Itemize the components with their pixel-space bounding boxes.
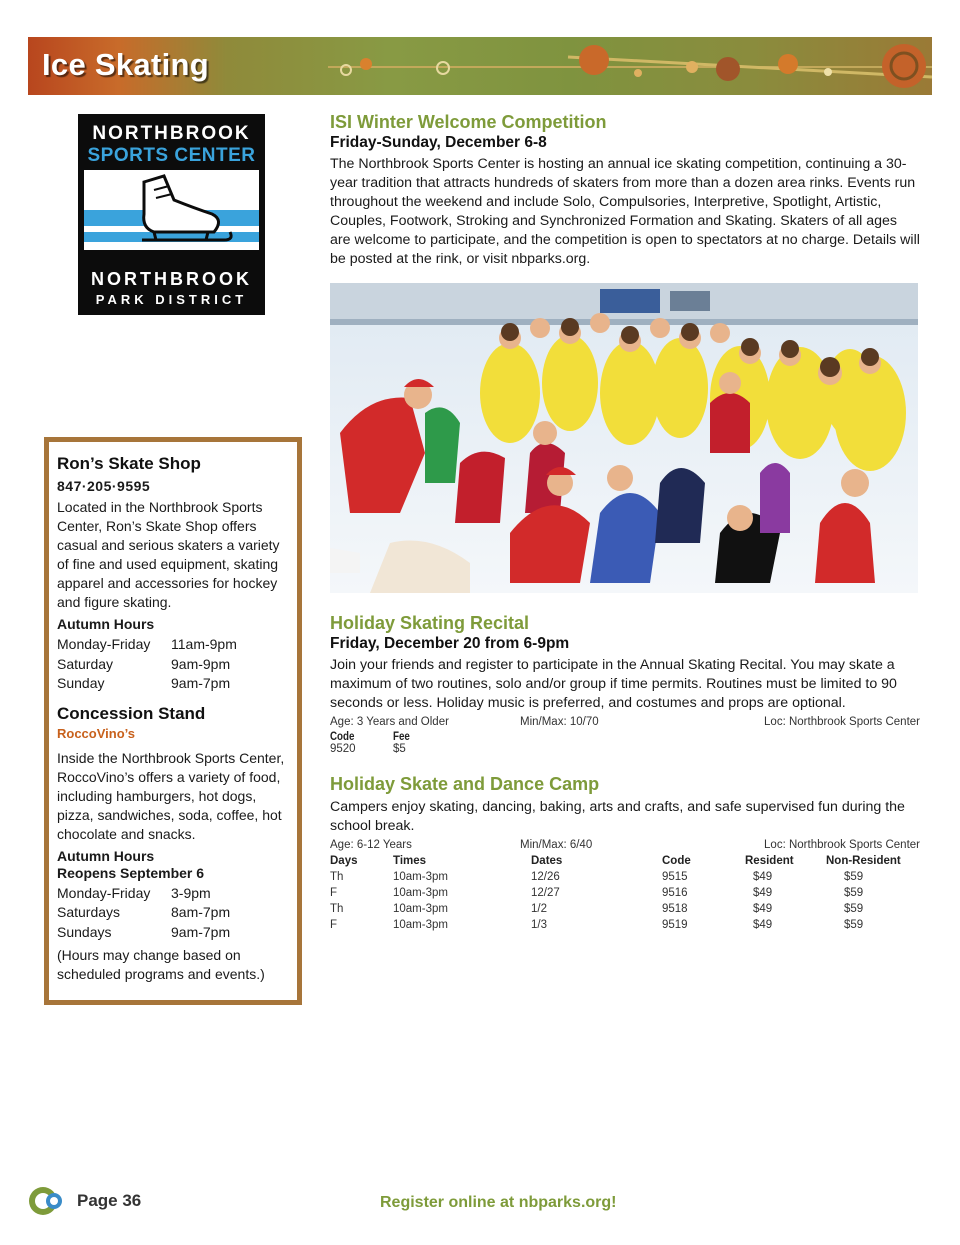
cell-non-resident: $59: [844, 871, 864, 883]
hours-day: Sundays: [57, 923, 112, 940]
cell-time: 10am-3pm: [393, 919, 448, 931]
skate-shop-description: Located in the Northbrook Sports Center, Ron’s Skate Shop offers casual and serious skaters a variety of fine and used equipment, skating apparel and accessories for hockey and figure skating.: [57, 499, 280, 610]
skate-shop-hours: [57, 635, 289, 694]
recital-title: Holiday Skating Recital: [330, 613, 530, 633]
page-tab-icon: [28, 1186, 64, 1216]
hours-day: Saturday: [57, 655, 114, 672]
recital-age: Age: 3 Years and Older: [330, 716, 449, 728]
concession-brand: RoccoVino’s: [57, 725, 136, 741]
hours-time: 9am-7pm: [171, 675, 231, 691]
cell-resident: $49: [753, 919, 773, 931]
cell-code: 9515: [662, 871, 688, 883]
cell-date: 1/3: [531, 919, 547, 931]
recital-code-label: Code: [330, 731, 355, 743]
logo-text-park-district: PARK DISTRICT: [95, 292, 248, 307]
cell-time: 10am-3pm: [393, 903, 448, 915]
skate-icon: [84, 170, 259, 264]
camp-location: Loc: Northbrook Sports Center: [764, 839, 920, 851]
hours-day: Sunday: [57, 675, 105, 691]
hours-row: [57, 655, 289, 675]
cell-non-resident: $59: [844, 919, 864, 931]
camp-minmax: Min/Max: 6/40: [520, 839, 593, 851]
hours-row: [57, 635, 289, 655]
page-number: Page 36: [77, 1191, 142, 1210]
camp-title: Holiday Skate and Dance Camp: [330, 774, 600, 794]
cell-time: 10am-3pm: [393, 871, 448, 883]
recital-date: Friday, December 20 from 6-9pm: [330, 635, 570, 652]
section-banner: [28, 37, 932, 95]
hours-time: 9am-9pm: [171, 655, 231, 672]
concession-description: Inside the Northbrook Sports Center, RoccoVino’s offers a variety of food, including hamburgers, hot dogs, pizza, sandwiches, soda, coffee, hot chocolate and snacks.: [57, 749, 285, 842]
camp-description: Campers enjoy skating, dancing, baking, arts and crafts, and safe supervised fun during the school break.: [330, 799, 905, 834]
logo-text-northbrook-2: NORTHBROOK: [91, 269, 252, 289]
logo-text-sports-center: SPORTS CENTER: [87, 145, 256, 166]
skate-shop-phone: 847·205·9595: [57, 478, 151, 494]
cell-code: 9518: [662, 903, 688, 915]
table-row: [330, 885, 920, 901]
northbrook-sports-center-logo: [78, 114, 265, 315]
cell-day: Th: [330, 903, 344, 915]
hours-time: 8am-7pm: [171, 904, 231, 920]
recital-fee: $5: [393, 743, 406, 755]
hours-row: [57, 903, 289, 923]
competition-title: ISI Winter Welcome Competition: [330, 112, 607, 132]
recital-fee-label: Fee: [393, 731, 410, 743]
concession-hours-heading: Autumn Hours: [57, 847, 155, 864]
recital-section: [330, 613, 920, 755]
table-row: [330, 869, 920, 885]
hours-time: 3-9pm: [171, 884, 211, 901]
cell-date: 12/27: [531, 887, 560, 899]
recital-description: Join your friends and register to participate in the Annual Skating Recital. You may skate a maximum of two routines, solo and/or group if time permits. Routines must be limited to 90 seconds or less. Holiday music is preferred, and costumes and props are optional.: [330, 657, 897, 711]
cell-resident: $49: [753, 871, 773, 883]
concession-hours: [57, 884, 289, 943]
col-non-resident: Non-Resident: [826, 855, 901, 867]
table-row: [330, 901, 920, 917]
camp-schedule-table: [330, 853, 920, 933]
col-dates: Dates: [531, 855, 563, 867]
cell-resident: $49: [753, 903, 773, 915]
cell-day: F: [330, 887, 338, 899]
col-resident: Resident: [745, 855, 794, 867]
skaters-group-photo: [330, 283, 918, 593]
cell-code: 9516: [662, 887, 688, 899]
recital-code: 9520: [330, 743, 356, 755]
sidebar-info-box: [44, 437, 302, 1005]
hours-row: [57, 674, 289, 694]
skate-shop-hours-heading: Autumn Hours: [57, 616, 155, 632]
cell-date: 12/26: [531, 871, 560, 883]
cell-day: F: [330, 919, 338, 931]
skaters-photo-illustration: [330, 283, 918, 593]
camp-meta: [330, 839, 920, 851]
col-times: Times: [393, 855, 427, 867]
cell-non-resident: $59: [844, 903, 864, 915]
page-title: Ice Skating: [42, 47, 209, 82]
cell-code: 9519: [662, 919, 688, 931]
skate-shop-title: Ron’s Skate Shop: [57, 454, 201, 473]
recital-fee-table: [330, 731, 920, 755]
hours-time: 11am-9pm: [171, 636, 237, 652]
hours-day: Monday-Friday: [57, 636, 151, 652]
hours-row: [57, 923, 289, 943]
col-days: Days: [330, 855, 358, 867]
logo-text-northbrook: NORTHBROOK: [92, 123, 251, 144]
cell-day: Th: [330, 871, 344, 883]
hours-day: Saturdays: [57, 904, 121, 920]
camp-age: Age: 6-12 Years: [330, 839, 412, 851]
competition-section: [330, 112, 920, 269]
recital-location: Loc: Northbrook Sports Center: [764, 716, 920, 728]
cell-non-resident: $59: [844, 887, 864, 899]
hours-day: Monday-Friday: [57, 884, 151, 901]
recital-minmax: Min/Max: 10/70: [520, 716, 599, 728]
col-code: Code: [662, 855, 691, 867]
cell-resident: $49: [753, 887, 773, 899]
concession-reopens: Reopens September 6: [57, 864, 205, 881]
register-online-link[interactable]: Register online at nbparks.org!: [380, 1194, 617, 1211]
cell-time: 10am-3pm: [393, 887, 448, 899]
cell-date: 1/2: [531, 903, 547, 915]
table-row: [330, 917, 920, 933]
competition-date: Friday-Sunday, December 6-8: [330, 134, 547, 151]
table-header-row: [330, 853, 920, 869]
camp-section: [330, 774, 920, 933]
concession-note: (Hours may change based on scheduled programs and events.): [57, 947, 265, 982]
concession-title: Concession Stand: [57, 703, 206, 723]
hours-time: 9am-7pm: [171, 923, 231, 940]
hours-row: [57, 884, 289, 904]
recital-meta: [330, 716, 920, 728]
competition-description: The Northbrook Sports Center is hosting an annual ice skating competition, continuing a 30-year tradition that attracts hundreds of skaters from more than a dozen area rinks. Events run throughout the weekend and include Solo, Compulsories, Interpretive, Spotlight, Artistic, Couples, Footwork, Stroking and Synchronized Formation and Skating. Skaters of all ages are welcome to participate, and the competition is open to spectators at no charge. Details will be posted at the rink, or visit nbparks.org.: [330, 156, 920, 267]
